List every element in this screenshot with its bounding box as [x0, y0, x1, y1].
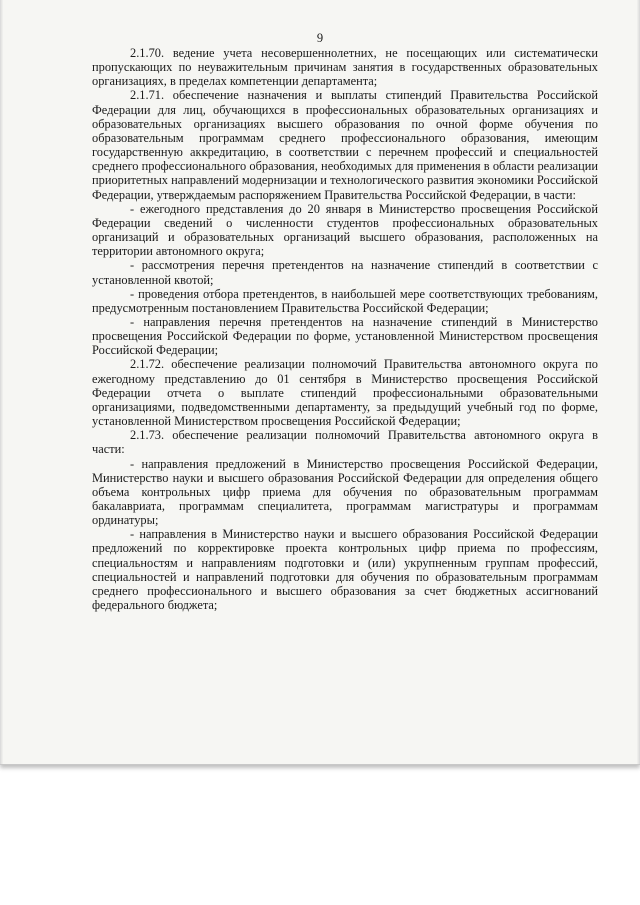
list-item: - направления в Министерство науки и высшего образования Российской Федерации предложений по корректировке проекта контрольных цифр приема по профессиям, специальностям и направлениям подготовки и (или) укрупненным группам профессий, специальностей и направлений подготовки для обучения по образовательным программам среднего профессионального и высшего образования за счет бюджетных ассигнований федерального бюджета;	[92, 527, 598, 613]
list-item: - проведения отбора претендентов, в наибольшей мере соответствующих требованиям, предусмотренным постановлением Правительства Российской Федерации;	[92, 286, 598, 315]
paragraph-2-1-71: 2.1.71. обеспечение назначения и выплаты стипендий Правительства Российской Федерации для лиц, обучающихся в профессиональных образовательных организациях и образовательных организациях высшего образования по очной форме обучения по образовательным программам среднего профессионального образования, имеющим государственную аккредитацию, в соответствии с перечнем профессий и специальностей среднего профессионального образования, необходимых для применения в области реализации приоритетных направлений модернизации и технологического развития экономики Российской Федерации, утверждаемым распоряжением Правительства Российской Федерации, в части:	[92, 88, 598, 202]
list-item: - рассмотрения перечня претендентов на назначение стипендий в соответствии с установленной квотой;	[92, 258, 598, 287]
document-body	[92, 46, 598, 612]
list-item: - направления перечня претендентов на назначение стипендий в Министерство просвещения Российской Федерации по форме, установленной Министерством просвещения Российской Федерации;	[92, 314, 598, 358]
paragraph-2-1-70: 2.1.70. ведение учета несовершеннолетних, не посещающих или систематически пропускающих по неуважительным причинам занятия в государственных образовательных организациях, в пределах компетенции департамента;	[92, 46, 598, 89]
page-left-edge	[0, 0, 3, 764]
list-item: - ежегодного представления до 20 января в Министерство просвещения Российской Федерации сведений о численности студентов профессиональных образовательных организаций и образовательных организаций высшего образования, расположенных на территории автономного округа;	[92, 201, 598, 259]
list-item: - направления предложений в Министерство просвещения Российской Федерации, Министерство науки и высшего образования Российской Федерации для определения общего объема контрольных цифр приема для обучения по образовательным программам бакалавриата, программам специалитета, программам магистратуры и программам ординатуры;	[92, 456, 598, 528]
paragraph-2-1-73: 2.1.73. обеспечение реализации полномочий Правительства автономного округа в части:	[92, 428, 598, 457]
paragraph-2-1-72: 2.1.72. обеспечение реализации полномочий Правительства автономного округа по ежегодному представлению до 01 сентября в Министерство просвещения Российской Федерации отчета о выплате стипендий профессиональными образовательными организациями, подведомственными департаменту, за предыдущий учебный год по форме, установленной Министерством просвещения Российской Федерации;	[92, 357, 598, 429]
page-number: 9	[316, 31, 324, 45]
